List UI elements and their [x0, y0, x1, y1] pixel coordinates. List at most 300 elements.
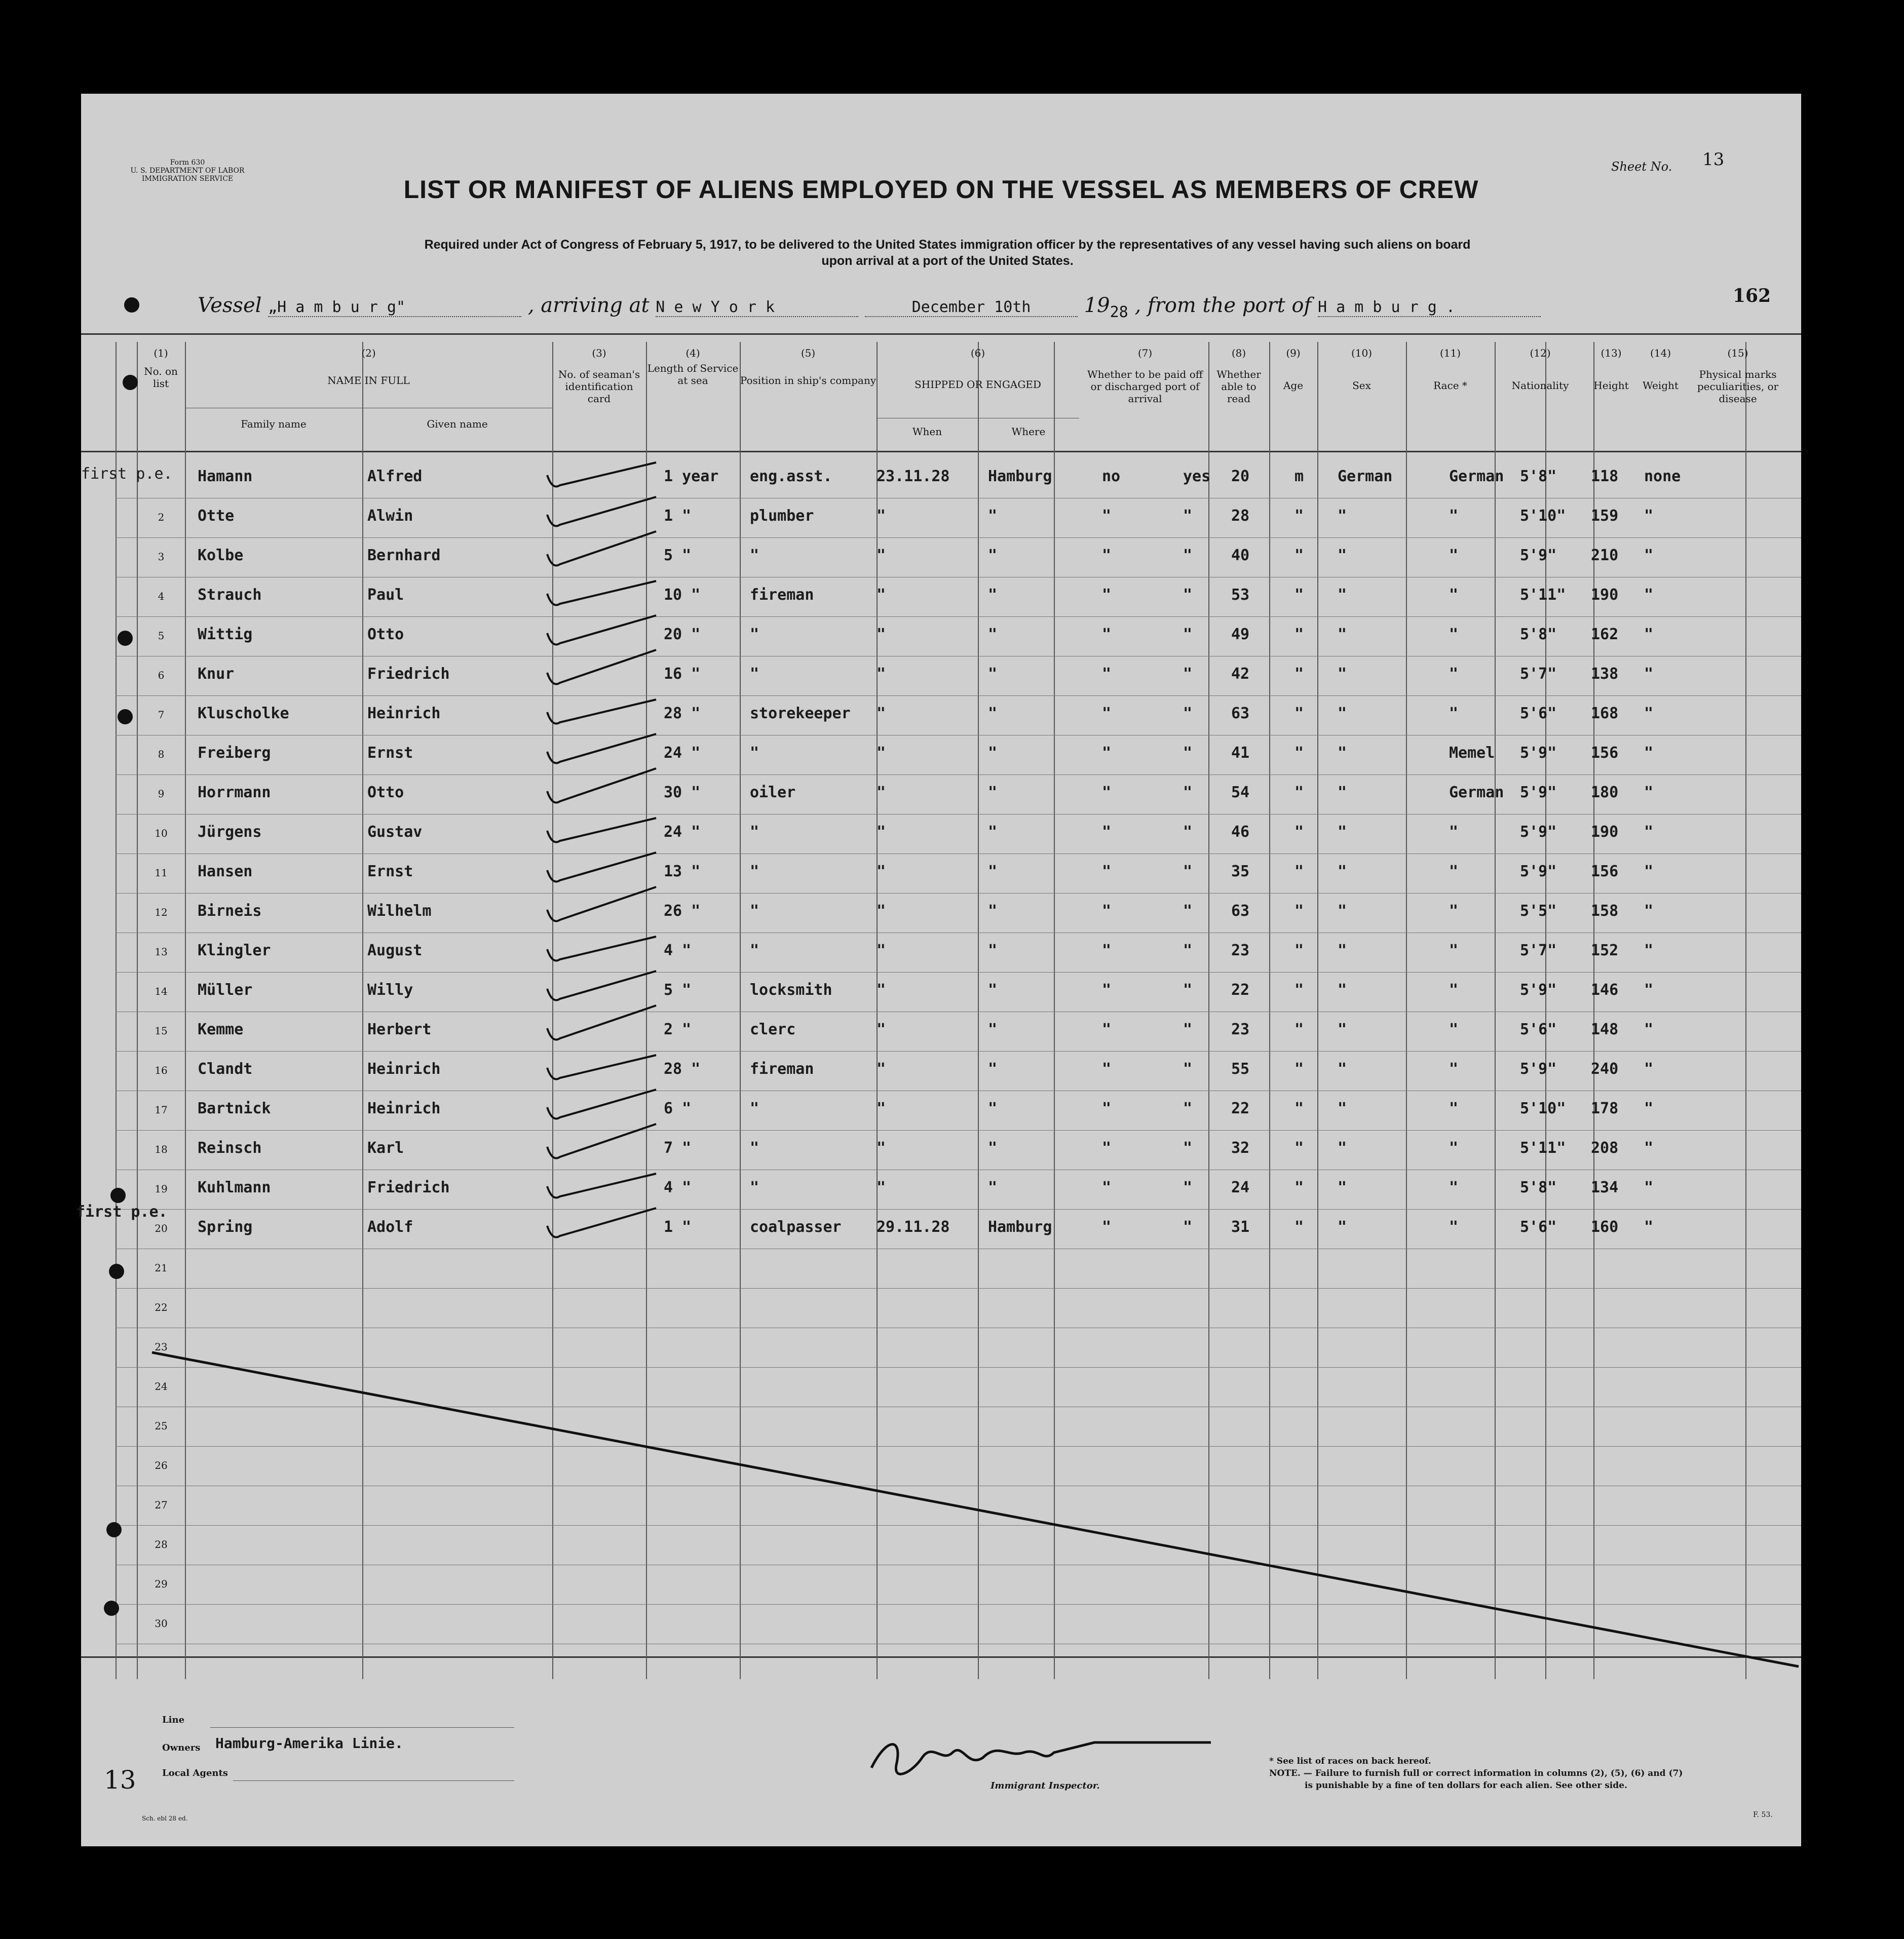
col-num: (9)	[1286, 347, 1301, 359]
cell-weight: 190	[1591, 586, 1619, 604]
checkmark	[547, 1174, 656, 1198]
checkmark	[547, 734, 656, 763]
row-number: 12	[155, 906, 168, 918]
agents-rule	[233, 1780, 514, 1781]
cell-given: Heinrich	[367, 705, 441, 722]
cell-height: 5'9"	[1520, 863, 1557, 880]
cell-service: 28 "	[664, 1060, 701, 1078]
cell-nat: "	[1449, 586, 1459, 604]
col-label: Weight	[1643, 379, 1679, 392]
cell-given: August	[367, 942, 423, 959]
cell-nat: "	[1449, 507, 1459, 525]
cell-height: 5'8"	[1520, 468, 1557, 485]
cell-weight: 162	[1591, 626, 1619, 643]
cell-position: locksmith	[750, 981, 832, 999]
cell-service: 2 "	[664, 1021, 692, 1038]
cell-nat: "	[1449, 547, 1459, 564]
cell-position: "	[750, 1100, 759, 1117]
checkmark	[547, 937, 656, 961]
cell-weight: 180	[1591, 784, 1619, 801]
cell-given: Otto	[367, 626, 404, 643]
cell-service: 4 "	[664, 942, 692, 959]
row-number: 9	[158, 788, 165, 800]
cell-where: "	[988, 626, 998, 643]
cell-marks: "	[1644, 942, 1654, 959]
cell-nat: "	[1449, 705, 1459, 722]
cell-when: "	[877, 823, 886, 841]
cell-where: "	[988, 823, 998, 841]
cell-marks: "	[1644, 1060, 1654, 1078]
cell-nat: "	[1449, 1218, 1459, 1236]
col-label: Whether able to read	[1216, 368, 1261, 405]
cell-height: 5'6"	[1520, 705, 1557, 722]
cell-marks: "	[1644, 981, 1654, 999]
cell-race: "	[1338, 1179, 1347, 1196]
cell-family: Clandt	[198, 1060, 253, 1078]
cell-weight: 118	[1591, 468, 1619, 485]
row-number: 11	[155, 867, 168, 879]
cell-nat: German	[1449, 784, 1504, 801]
checkmark	[547, 462, 656, 487]
row-number: 15	[155, 1025, 168, 1037]
cell-given: Gustav	[367, 823, 423, 841]
cell-race: "	[1338, 1218, 1347, 1236]
col-num: (3)	[592, 347, 606, 359]
cell-age: 22	[1231, 1100, 1250, 1117]
col-label: No. on list	[144, 365, 178, 390]
cell-nat: "	[1449, 902, 1459, 920]
row-number: 17	[155, 1104, 168, 1116]
cell-age: 31	[1231, 1218, 1250, 1236]
sheet-no-label: Sheet No.	[1611, 160, 1672, 174]
cell-sex: "	[1294, 902, 1304, 920]
cell-service: 1 "	[664, 1218, 692, 1236]
cell-read: "	[1183, 1100, 1193, 1117]
cell-marks: "	[1644, 507, 1654, 525]
cell-height: 5'11"	[1520, 586, 1566, 604]
cell-given: Friedrich	[367, 665, 450, 683]
cell-sex: "	[1294, 981, 1304, 999]
cell-service: 5 "	[664, 981, 692, 999]
cell-height: 5'8"	[1520, 626, 1557, 643]
cell-family: Birneis	[198, 902, 262, 920]
cell-nat: "	[1449, 1060, 1459, 1078]
empty-row-number: 23	[155, 1341, 168, 1353]
cell-height: 5'11"	[1520, 1139, 1566, 1157]
cell-where: "	[988, 1139, 998, 1157]
cell-age: 20	[1231, 468, 1250, 485]
cell-race: "	[1338, 586, 1347, 604]
cell-sex: "	[1294, 586, 1304, 604]
corner-number: 13	[104, 1765, 136, 1795]
row-number: 3	[158, 551, 165, 563]
checkmark	[547, 1090, 656, 1119]
cell-service: 20 "	[664, 626, 701, 643]
cell-service: 6 "	[664, 1100, 692, 1117]
department-name: U. S. DEPARTMENT OF LABOR	[130, 167, 245, 175]
cell-sex: "	[1294, 665, 1304, 683]
cell-race: "	[1338, 902, 1347, 920]
empty-row-number: 26	[155, 1459, 168, 1471]
cell-race: "	[1338, 1021, 1347, 1038]
cell-paid: "	[1102, 1060, 1112, 1078]
cell-where: "	[988, 1179, 998, 1196]
empty-row-number: 29	[155, 1578, 168, 1590]
owners-label: Owners	[162, 1742, 201, 1753]
cell-position: storekeeper	[750, 705, 851, 722]
cell-race: "	[1338, 626, 1347, 643]
cell-family: Otte	[198, 507, 235, 525]
cell-height: 5'7"	[1520, 665, 1557, 683]
cell-marks: "	[1644, 1100, 1654, 1117]
cell-marks: "	[1644, 784, 1654, 801]
col-label: Physical marks peculiarities, or disease	[1697, 368, 1779, 405]
checkmark	[547, 650, 656, 684]
cell-when: "	[877, 1021, 886, 1038]
cell-age: 53	[1231, 586, 1250, 604]
empty-row-number: 30	[155, 1617, 168, 1630]
margin-note-row20: first p.e.	[76, 1203, 168, 1221]
cell-position: oiler	[750, 784, 796, 801]
when-header: When	[912, 425, 942, 438]
cell-race: "	[1338, 784, 1347, 801]
col-label: Nationality	[1511, 379, 1569, 392]
cell-where: "	[988, 665, 998, 683]
cell-position: "	[750, 863, 759, 880]
cell-height: 5'9"	[1520, 744, 1557, 762]
cell-nat: "	[1449, 626, 1459, 643]
cell-when: "	[877, 902, 886, 920]
cell-paid: "	[1102, 823, 1112, 841]
cell-read: "	[1183, 1060, 1193, 1078]
family-name-header: Family name	[241, 418, 307, 430]
cell-marks: "	[1644, 586, 1654, 604]
cell-when: "	[877, 586, 886, 604]
cell-sex: "	[1294, 1021, 1304, 1038]
col-num: (4)	[686, 347, 700, 359]
cell-family: Reinsch	[198, 1139, 262, 1157]
cell-nat: German	[1449, 468, 1504, 485]
col-label: Height	[1593, 379, 1629, 392]
cell-where: "	[988, 863, 998, 880]
cell-race: "	[1338, 744, 1347, 762]
cell-given: Wilhelm	[367, 902, 432, 920]
row-number: 4	[158, 590, 165, 602]
cell-age: 54	[1231, 784, 1250, 801]
cell-race: "	[1338, 705, 1347, 722]
cell-weight: 210	[1591, 547, 1619, 564]
cell-paid: "	[1102, 863, 1112, 880]
cell-given: Paul	[367, 586, 404, 604]
cell-weight: 208	[1591, 1139, 1619, 1157]
cell-weight: 148	[1591, 1021, 1619, 1038]
checkmark	[547, 971, 656, 1000]
cell-age: 42	[1231, 665, 1250, 683]
cell-where: "	[988, 981, 998, 999]
margin-note-row1: first p.e.	[81, 465, 173, 483]
cell-service: 1 "	[664, 507, 692, 525]
cell-service: 4 "	[664, 1179, 692, 1196]
cell-age: 41	[1231, 744, 1250, 762]
cell-position: "	[750, 902, 759, 920]
cell-weight: 134	[1591, 1179, 1619, 1196]
cell-family: Freiberg	[198, 744, 271, 762]
cell-read: "	[1183, 586, 1193, 604]
footnotes	[1269, 1755, 1683, 1792]
cell-paid: "	[1102, 1100, 1112, 1117]
cell-height: 5'10"	[1520, 1100, 1566, 1117]
line-label: Line	[162, 1715, 185, 1725]
cell-age: 55	[1231, 1060, 1250, 1078]
cell-race: German	[1338, 468, 1393, 485]
row-number: 10	[155, 827, 168, 839]
cell-weight: 240	[1591, 1060, 1619, 1078]
cell-position: plumber	[750, 507, 814, 525]
cell-service: 10 "	[664, 586, 701, 604]
cell-race: "	[1338, 507, 1347, 525]
cell-paid: "	[1102, 507, 1112, 525]
cell-paid: "	[1102, 942, 1112, 959]
cell-where: "	[988, 705, 998, 722]
cell-family: Klingler	[198, 942, 271, 959]
cell-sex: "	[1294, 863, 1304, 880]
row-number: 16	[155, 1064, 168, 1076]
cell-position: "	[750, 942, 759, 959]
cell-height: 5'9"	[1520, 823, 1557, 841]
cell-read: "	[1183, 981, 1193, 999]
cell-when: "	[877, 1100, 886, 1117]
cell-marks: "	[1644, 626, 1654, 643]
cell-sex: "	[1294, 1139, 1304, 1157]
cell-age: 46	[1231, 823, 1250, 841]
col-label: No. of seaman's identification card	[558, 368, 640, 405]
cell-family: Kluscholke	[198, 705, 289, 722]
cell-weight: 138	[1591, 665, 1619, 683]
local-agents-label: Local Agents	[162, 1768, 228, 1778]
cell-where: "	[988, 1021, 998, 1038]
binder-hole	[124, 297, 139, 313]
cell-age: 28	[1231, 507, 1250, 525]
cell-height: 5'7"	[1520, 942, 1557, 959]
cell-read: "	[1183, 626, 1193, 643]
cell-service: 5 "	[664, 547, 692, 564]
cell-read: "	[1183, 863, 1193, 880]
cell-paid: "	[1102, 1218, 1112, 1236]
note-penalty-2: is punishable by a fine of ten dollars for each alien. See other side.	[1305, 1780, 1627, 1791]
cell-age: 63	[1231, 902, 1250, 920]
cell-family: Müller	[198, 981, 253, 999]
empty-row-number: 25	[155, 1420, 168, 1432]
cell-given: Otto	[367, 784, 404, 801]
cell-sex: "	[1294, 823, 1304, 841]
from-label: , from the port of	[1134, 294, 1312, 317]
form-number: Form 630	[170, 159, 205, 167]
cell-service: 1 year	[664, 468, 719, 485]
empty-row-number: 22	[155, 1301, 168, 1313]
cell-paid: "	[1102, 784, 1112, 801]
cell-sex: "	[1294, 507, 1304, 525]
cell-family: Bartnick	[198, 1100, 271, 1117]
cell-service: 28 "	[664, 705, 701, 722]
line-rule	[210, 1727, 514, 1728]
cell-family: Wittig	[198, 626, 253, 643]
cell-weight: 168	[1591, 705, 1619, 722]
row-number: 8	[158, 748, 165, 760]
cell-when: "	[877, 942, 886, 959]
checkmark	[547, 887, 656, 921]
cell-when: "	[877, 705, 886, 722]
binder-hole	[106, 1522, 122, 1537]
cell-family: Hamann	[198, 468, 253, 485]
cell-where: "	[988, 586, 998, 604]
cell-given: Willy	[367, 981, 413, 999]
cell-weight: 152	[1591, 942, 1619, 959]
cell-marks: "	[1644, 1139, 1654, 1157]
cell-where: "	[988, 1100, 998, 1117]
cell-race: "	[1338, 823, 1347, 841]
cell-read: "	[1183, 823, 1193, 841]
cell-family: Hansen	[198, 863, 253, 880]
cancellation-line	[152, 1352, 1799, 1666]
cell-when: 29.11.28	[877, 1218, 950, 1236]
arriving-label: , arriving at	[527, 294, 650, 317]
cell-family: Horrmann	[198, 784, 271, 801]
cell-where: "	[988, 744, 998, 762]
cell-marks: "	[1644, 744, 1654, 762]
cell-sex: "	[1294, 547, 1304, 564]
row-number: 14	[155, 985, 168, 997]
cell-age: 23	[1231, 1021, 1250, 1038]
note-penalty-1: NOTE. — Failure to furnish full or correct information in columns (2), (5), (6) and (7)	[1269, 1768, 1683, 1778]
cell-sex: "	[1294, 705, 1304, 722]
col-num: (15)	[1727, 347, 1748, 359]
cell-given: Alfred	[367, 468, 423, 485]
binder-hole	[118, 631, 133, 646]
subtitle-line-1: Required under Act of Congress of February 5, 1917, to be delivered to the United States immigration officer by the representatives of any vessel having such aliens on board	[424, 238, 1471, 252]
cell-height: 5'9"	[1520, 547, 1557, 564]
cell-marks: "	[1644, 705, 1654, 722]
cell-sex: "	[1294, 1060, 1304, 1078]
cell-nat: "	[1449, 863, 1459, 880]
row-number: 6	[158, 669, 165, 681]
col-label: Position in ship's company	[740, 374, 877, 386]
cell-marks: "	[1644, 1179, 1654, 1196]
cell-position: "	[750, 823, 759, 841]
cell-nat: Memel	[1449, 744, 1495, 762]
cell-sex: "	[1294, 744, 1304, 762]
cell-age: 35	[1231, 863, 1250, 880]
cell-position: fireman	[750, 1060, 814, 1078]
col-label: SHIPPED OR ENGAGED	[915, 378, 1041, 391]
departure-port: H a m b u r g .	[1318, 298, 1541, 317]
year-prefix: 19	[1084, 294, 1110, 317]
cell-weight: 156	[1591, 744, 1619, 762]
form-code: F. 53.	[1753, 1811, 1773, 1819]
cell-read: "	[1183, 665, 1193, 683]
cell-sex: "	[1294, 1100, 1304, 1117]
where-header: Where	[1011, 425, 1046, 438]
row-number: 2	[158, 511, 165, 523]
cell-given: Adolf	[367, 1218, 413, 1236]
cell-when: "	[877, 1060, 886, 1078]
cell-family: Kuhlmann	[198, 1179, 271, 1196]
cell-height: 5'9"	[1520, 784, 1557, 801]
cell-read: "	[1183, 744, 1193, 762]
cell-age: 63	[1231, 705, 1250, 722]
col-label: Sex	[1352, 379, 1371, 392]
cell-given: Karl	[367, 1139, 404, 1157]
cell-race: "	[1338, 1139, 1347, 1157]
row-number: 19	[155, 1183, 168, 1195]
checkmark	[547, 1055, 656, 1079]
note-races: * See list of races on back hereof.	[1269, 1756, 1431, 1766]
checkmark	[547, 1124, 656, 1158]
schedule-code: Sch. ebl 28 ed.	[142, 1815, 188, 1822]
sheet-no: 13	[1702, 149, 1725, 170]
col-num: (12)	[1530, 347, 1551, 359]
cell-family: Knur	[198, 665, 235, 683]
arrival-port: N e w Y o r k	[656, 298, 858, 317]
col-label: Length of Service at sea	[647, 362, 739, 386]
row-number: 7	[158, 709, 165, 721]
cell-marks: "	[1644, 1218, 1654, 1236]
cell-where: "	[988, 547, 998, 564]
inspector-signature	[871, 1742, 1211, 1774]
cell-marks: "	[1644, 863, 1654, 880]
cell-paid: "	[1102, 1021, 1112, 1038]
cell-paid: "	[1102, 705, 1112, 722]
cell-where: Hamburg	[988, 1218, 1052, 1236]
cell-where: "	[988, 1060, 998, 1078]
cell-height: 5'5"	[1520, 902, 1557, 920]
cell-when: "	[877, 665, 886, 683]
cell-weight: 190	[1591, 823, 1619, 841]
col-num: (14)	[1650, 347, 1671, 359]
owners-value: Hamburg-Amerika Linie.	[215, 1735, 403, 1752]
cell-age: 32	[1231, 1139, 1250, 1157]
given-name-header: Given name	[427, 418, 488, 430]
col-num: (6)	[970, 347, 985, 359]
cell-when: "	[877, 547, 886, 564]
cell-read: "	[1183, 705, 1193, 722]
cell-sex: m	[1294, 468, 1304, 485]
cell-family: Kemme	[198, 1021, 244, 1038]
cell-when: "	[877, 1139, 886, 1157]
page-number: 162	[1733, 285, 1771, 306]
cell-read: yes	[1183, 468, 1211, 485]
cell-given: Ernst	[367, 744, 413, 762]
cell-where: "	[988, 942, 998, 959]
col-num: (1)	[154, 347, 168, 359]
col-label: NAME IN FULL	[327, 374, 410, 386]
cell-paid: "	[1102, 1139, 1112, 1157]
cell-position: eng.asst.	[750, 468, 832, 485]
cell-given: Bernhard	[367, 547, 441, 564]
cell-weight: 160	[1591, 1218, 1619, 1236]
row-number: 5	[158, 630, 165, 642]
cell-weight: 156	[1591, 863, 1619, 880]
cell-weight: 159	[1591, 507, 1619, 525]
row-number: 18	[155, 1143, 168, 1155]
cell-nat: "	[1449, 1179, 1459, 1196]
cell-age: 23	[1231, 942, 1250, 959]
cell-when: "	[877, 981, 886, 999]
cell-service: 13 "	[664, 863, 701, 880]
checkmark	[547, 531, 656, 566]
cell-when: "	[877, 784, 886, 801]
cell-paid: "	[1102, 981, 1112, 999]
cell-service: 24 "	[664, 823, 701, 841]
